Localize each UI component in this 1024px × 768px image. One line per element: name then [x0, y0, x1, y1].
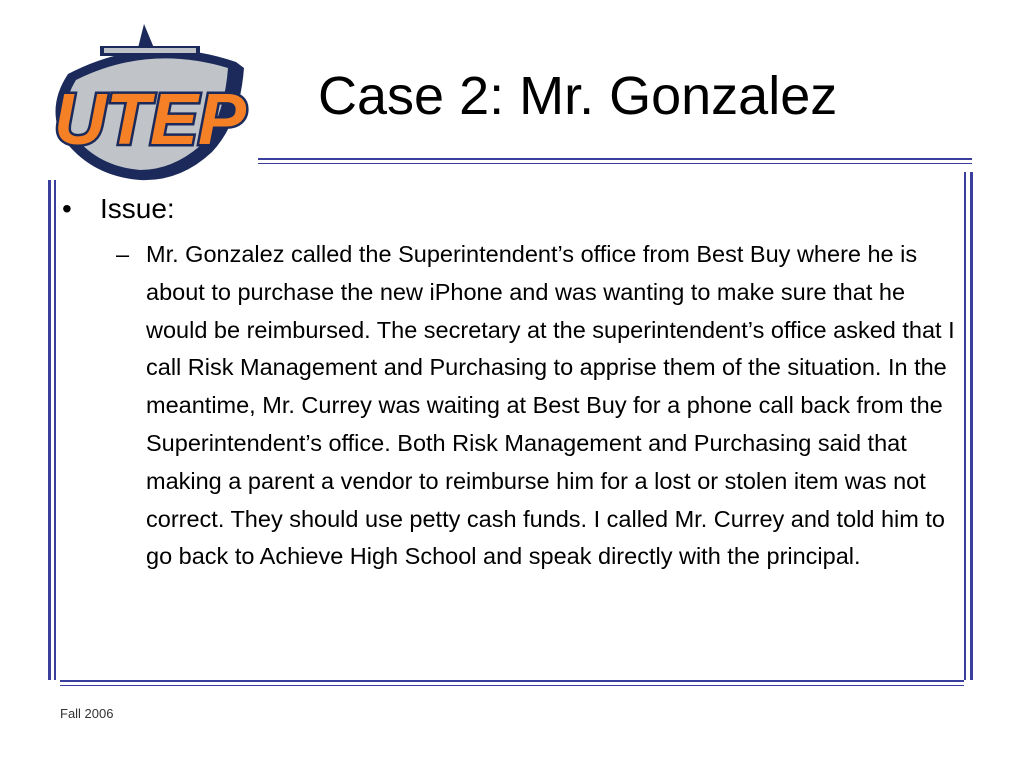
frame-bottom-rule — [60, 680, 964, 682]
logo-text: UTEP — [53, 80, 247, 160]
frame-left-rule — [48, 180, 51, 680]
slide-body — [58, 192, 963, 576]
frame-right-rule — [970, 172, 973, 680]
bullet-issue — [58, 192, 963, 226]
frame-right-rule-2 — [964, 172, 966, 680]
frame-bottom-rule-2 — [60, 685, 964, 686]
dash-glyph: – — [116, 241, 130, 267]
title-underline — [258, 158, 972, 160]
bullet-glyph: • — [62, 193, 72, 224]
utep-logo — [40, 22, 256, 188]
frame-left-rule-2 — [54, 180, 56, 680]
title-underline-2 — [258, 163, 972, 164]
sub-bullet-issue-detail — [58, 236, 963, 576]
footer-text: Fall 2006 — [60, 706, 114, 721]
slide-title: Case 2: Mr. Gonzalez — [318, 66, 838, 126]
issue-label: Issue: — [100, 193, 175, 224]
issue-detail-text: Mr. Gonzalez called the Superintendent’s office from Best Buy where he is about to purchase the new iPhone and was wanting to make sure that he would be reimbursed. The secretary at the superintendent’s office asked that I call Risk Management and Purchasing to apprise them of the situation. In the meantime, Mr. Currey was waiting at Best Buy for a phone call back from the Superintendent’s office. Both Risk Management and Purchasing said that making a parent a vendor to reimburse him for a lost or stolen item was not correct. They should use petty cash funds. I called Mr. Currey and told him to go back to Achieve High School and speak directly with the principal. — [146, 241, 955, 570]
